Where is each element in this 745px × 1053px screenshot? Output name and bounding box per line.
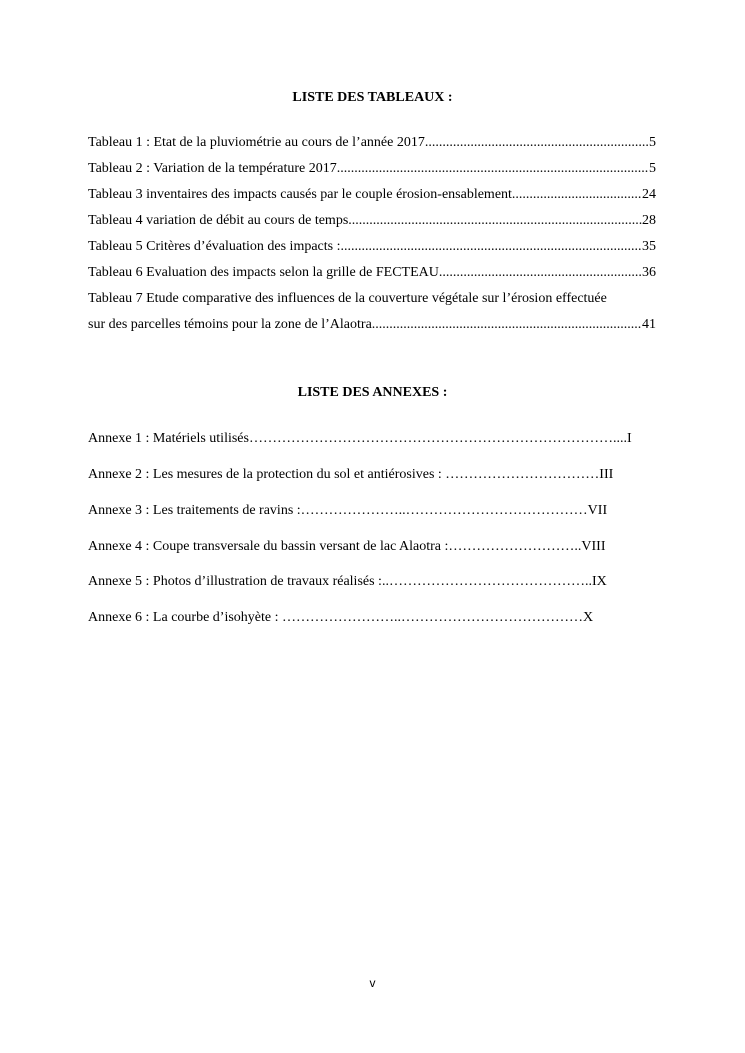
table-entry-4-page: 28 [642,213,656,228]
table-entry-2-page: 5 [649,161,656,176]
annex-entry-1-page: I [626,431,632,446]
annex-entry-6[interactable] [88,610,666,626]
annex-entry-1[interactable] [88,431,666,447]
annex-entry-3-text: Annexe 3 : Les traitements de ravins : [88,503,301,518]
ellipsis-leader: …………………………………………………………………….... [248,431,627,446]
dot-leader [348,213,642,229]
table-entry-1-text: Tableau 1 : Etat de la pluviométrie au cours de l’année 2017 [88,135,425,150]
table-entry-5[interactable] [88,239,656,255]
annex-entry-4-page: VIII [581,539,606,554]
dot-leader [512,187,642,203]
table-entry-5-page: 35 [642,239,656,254]
table-entry-1[interactable] [88,135,656,151]
table-entry-2-text: Tableau 2 : Variation de la température 2017 [88,161,337,176]
tables-list-title: LISTE DES TABLEAUX : [292,90,453,105]
table-entry-4-text: Tableau 4 variation de débit au cours de temps [88,213,349,228]
table-entry-4[interactable] [88,213,656,229]
table-entry-7-text: Tableau 7 Etude comparative des influences de la couverture végétale sur l’érosion effectuée [88,291,607,306]
dot-leader [372,317,642,333]
annex-entry-6-text: Annexe 6 : La courbe d’isohyète : [88,610,282,625]
annex-entry-2-page: III [599,467,614,482]
table-entry-3-page: 24 [642,187,656,202]
dot-leader [341,239,643,255]
dot-leader [425,135,649,151]
table-entry-2[interactable] [88,161,656,177]
table-entry-6-text: Tableau 6 Evaluation des impacts selon la grille de FECTEAU [88,265,439,280]
annex-entry-4[interactable] [88,539,666,555]
table-entry-3[interactable] [88,187,656,203]
annex-entry-5-page: IX [591,574,607,589]
annex-entry-3-page: VII [587,503,608,518]
table-entry-7-continuation[interactable] [88,317,656,333]
ellipsis-leader: …………………..………………………………… [300,503,588,518]
ellipsis-leader: ……………………..………………………………… [282,610,583,625]
table-entry-6[interactable] [88,265,656,281]
table-entry-7-page: 41 [642,317,656,332]
table-entry-1-page: 5 [649,135,656,150]
table-entry-3-text: Tableau 3 inventaires des impacts causés par le couple érosion-ensablement [88,187,512,202]
ellipsis-leader: ……………………….. [448,539,582,554]
ellipsis-leader: …………………………………….. [388,574,592,589]
annex-entry-5-text: Annexe 5 : Photos d’illustration de travaux réalisés :.. [88,574,389,589]
dot-leader [337,161,649,177]
annex-entry-2[interactable] [88,467,666,483]
table-entry-6-page: 36 [642,265,656,280]
annex-entry-4-text: Annexe 4 : Coupe transversale du bassin versant de lac Alaotra : [88,539,449,554]
annex-entry-3[interactable] [88,503,666,519]
table-entry-7[interactable] [88,291,656,307]
page-number: v [369,976,376,990]
annex-entry-6-page: X [583,610,594,625]
annex-entry-1-text: Annexe 1 : Matériels utilisés [88,431,249,446]
ellipsis-leader: …………………………… [445,467,600,482]
annex-entry-2-text: Annexe 2 : Les mesures de la protection du sol et antiérosives : [88,467,446,482]
table-entry-7-continuation-text: sur des parcelles témoins pour la zone de l’Alaotra [88,317,372,332]
table-entry-5-text: Tableau 5 Critères d’évaluation des impacts : [88,239,341,254]
annex-entry-5[interactable] [88,574,666,590]
dot-leader [439,265,642,281]
annexes-list-title: LISTE DES ANNEXES : [297,385,448,400]
